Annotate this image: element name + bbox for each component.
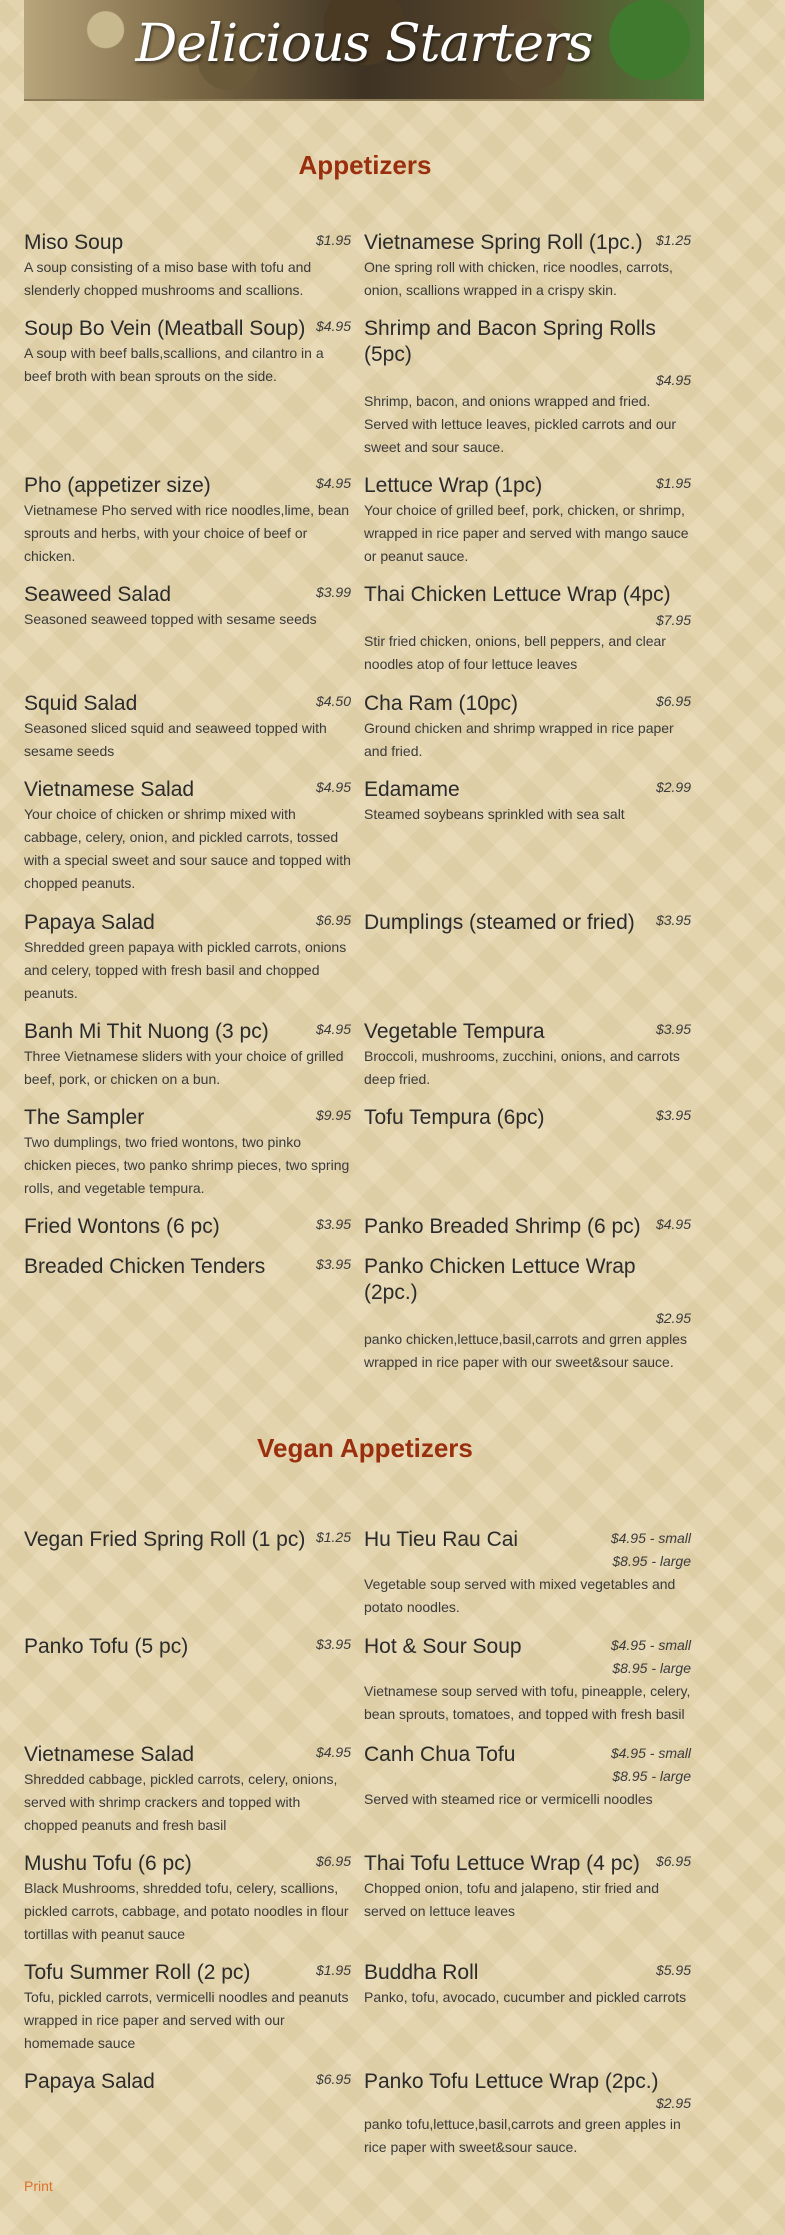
item-name: Banh Mi Thit Nuong (3 pc)	[24, 1020, 269, 1043]
menu-item	[364, 1851, 691, 1923]
item-description: Black Mushrooms, shredded tofu, celery, scallions, pickled carrots, cabbage, and potato noodles in flour tortillas with peanut sauce	[24, 1880, 349, 1942]
menu-item	[364, 473, 691, 568]
item-description: Panko, tofu, avocado, cucumber and pickled carrots	[364, 1989, 687, 2005]
item-name: Fried Wontons (6 pc)	[24, 1215, 220, 1238]
item-price-options	[611, 1742, 691, 1788]
menu-item	[364, 1634, 691, 1726]
item-name: Lettuce Wrap (1pc)	[364, 474, 543, 497]
item-description: Seasoned seaweed topped with sesame seeds	[24, 611, 317, 627]
item-description: Your choice of chicken or shrimp mixed with cabbage, celery, onion, and pickled carrots, tossed with a special sweet and sour sauce and topped with chopped peanuts.	[24, 806, 351, 891]
menu-item	[364, 910, 691, 936]
item-description: Broccoli, mushrooms, zucchini, onions, and carrots deep fried.	[364, 1048, 680, 1087]
item-name: Shrimp and Bacon Spring Rolls (5pc)	[364, 317, 656, 366]
item-description: Stir fried chicken, onions, bell peppers, and clear noodles atop of four lettuce leaves	[364, 633, 666, 672]
menu-item	[364, 1214, 691, 1240]
item-price: $5.95	[655, 1962, 691, 1978]
menu-item	[24, 1527, 351, 1553]
menu-item	[24, 1254, 351, 1280]
item-name: Vegetable Tempura	[364, 1020, 545, 1043]
menu-item	[24, 473, 351, 568]
item-name: Vietnamese Salad	[24, 778, 195, 801]
item-description: Your choice of grilled beef, pork, chicken, or shrimp, wrapped in rice paper and served with mango sauce or peanut sauce.	[364, 502, 689, 564]
item-price: $6.95	[315, 912, 351, 928]
menu-item	[24, 1851, 351, 1946]
item-description: Vietnamese Pho served with rice noodles,lime, bean sprouts and herbs, with your choice of beef or chicken.	[24, 502, 350, 564]
item-description: Vietnamese soup served with tofu, pineapple, celery, bean sprouts, tomatoes, and topped with fresh basil	[364, 1683, 691, 1722]
item-price-options	[611, 1527, 691, 1573]
item-price-small: $4.95 - small	[610, 1530, 691, 1546]
menu-item	[364, 1960, 691, 2009]
item-name: Vegan Fried Spring Roll (1 pc)	[24, 1528, 306, 1551]
item-price: $1.95	[655, 475, 691, 491]
item-price: $3.95	[655, 912, 691, 928]
item-name: Thai Chicken Lettuce Wrap (4pc)	[364, 583, 671, 606]
item-name: Panko Tofu Lettuce Wrap (2pc.)	[364, 2070, 659, 2093]
menu-item	[24, 1960, 351, 2055]
item-description: Chopped onion, tofu and jalapeno, stir fried and served on lettuce leaves	[364, 1880, 659, 1919]
item-name: Squid Salad	[24, 692, 138, 715]
item-price: $4.95	[315, 1021, 351, 1037]
item-name: Papaya Salad	[24, 2070, 155, 2093]
menu-item	[24, 2069, 351, 2095]
item-description: Served with steamed rice or vermicelli noodles	[364, 1791, 653, 1807]
menu-item	[24, 1105, 351, 1200]
menu-item	[364, 230, 691, 302]
item-price: $6.95	[655, 1853, 691, 1869]
item-price: $6.95	[315, 2071, 351, 2087]
item-description: Shredded cabbage, pickled carrots, celery, onions, served with shrimp crackers and topped with chopped peanuts and fresh basil	[24, 1771, 338, 1833]
menu-item	[24, 316, 351, 388]
section-title-appetizers: Appetizers	[298, 150, 432, 180]
item-price: $1.25	[655, 232, 691, 248]
item-name: Vietnamese Salad	[24, 1743, 195, 1766]
item-description: Shredded green papaya with pickled carrots, onions and celery, topped with fresh basil and chopped peanuts.	[24, 939, 347, 1001]
item-price: $4.95	[315, 475, 351, 491]
item-name: Tofu Tempura (6pc)	[364, 1106, 545, 1129]
item-price-small: $4.95 - small	[610, 1637, 691, 1653]
item-name: Panko Tofu (5 pc)	[24, 1635, 189, 1658]
item-description: A soup with beef balls,scallions, and cilantro in a beef broth with bean sprouts on the side.	[24, 345, 324, 384]
item-name: Hot & Sour Soup	[364, 1635, 522, 1658]
item-description: Steamed soybeans sprinkled with sea salt	[364, 806, 625, 822]
item-name: Papaya Salad	[24, 911, 155, 934]
menu-item	[364, 1254, 691, 1374]
menu-item	[24, 1214, 351, 1240]
menu-item	[364, 1742, 691, 1811]
item-price-options	[611, 1634, 691, 1680]
item-price: $2.95	[655, 2095, 691, 2111]
menu-item	[24, 910, 351, 1005]
item-name: Thai Tofu Lettuce Wrap (4 pc)	[364, 1852, 640, 1875]
menu-item	[364, 1105, 691, 1131]
item-description: Shrimp, bacon, and onions wrapped and fried. Served with lettuce leaves, pickled carrots and our sweet and sour sauce.	[364, 393, 677, 455]
item-price-large: $8.95 - large	[612, 1768, 691, 1784]
menu-item	[24, 1019, 351, 1091]
item-name: Seaweed Salad	[24, 583, 172, 606]
item-name: Dumplings (steamed or fried)	[364, 911, 635, 934]
print-link[interactable]: Print	[24, 2178, 53, 2194]
item-price: $4.95	[655, 1216, 691, 1232]
item-name: Breaded Chicken Tenders	[24, 1255, 266, 1278]
item-price: $4.95	[655, 372, 691, 388]
item-description: Ground chicken and shrimp wrapped in rice paper and fried.	[364, 720, 674, 759]
menu-item	[24, 582, 351, 631]
item-price: $6.95	[315, 1853, 351, 1869]
item-price-large: $8.95 - large	[612, 1553, 691, 1569]
item-name: Pho (appetizer size)	[24, 474, 211, 497]
item-description: panko tofu,lettuce,basil,carrots and green apples in rice paper with sweet&sour sauce.	[364, 2116, 681, 2155]
item-price: $4.95	[315, 1744, 351, 1760]
section-title-vegan: Vegan Appetizers	[257, 1433, 473, 1463]
item-description: Three Vietnamese sliders with your choice of grilled beef, pork, or chicken on a bun.	[24, 1048, 344, 1087]
item-price: $2.95	[655, 1310, 691, 1326]
item-price: $9.95	[315, 1107, 351, 1123]
item-price: $3.95	[655, 1021, 691, 1037]
item-name: Panko Chicken Lettuce Wrap (2pc.)	[364, 1255, 636, 1304]
menu-item	[24, 777, 351, 895]
item-name: Miso Soup	[24, 231, 124, 254]
item-price-small: $4.95 - small	[610, 1745, 691, 1761]
item-description: Tofu, pickled carrots, vermicelli noodles and peanuts wrapped in rice paper and served with our homemade sauce	[24, 1989, 349, 2051]
item-name: The Sampler	[24, 1106, 145, 1129]
item-name: Hu Tieu Rau Cai	[364, 1528, 519, 1551]
item-price: $3.95	[315, 1216, 351, 1232]
menu-item	[364, 777, 691, 826]
menu-item	[24, 691, 351, 763]
item-description: Vegetable soup served with mixed vegetables and potato noodles.	[364, 1576, 676, 1615]
item-description: panko chicken,lettuce,basil,carrots and grren apples wrapped in rice paper with our sweet&sour sauce.	[364, 1331, 687, 1370]
item-name: Buddha Roll	[364, 1961, 479, 1984]
item-name: Panko Breaded Shrimp (6 pc)	[364, 1215, 641, 1238]
item-price: $4.95	[315, 779, 351, 795]
item-price: $2.99	[655, 779, 691, 795]
item-price: $1.25	[315, 1529, 351, 1545]
item-name: Vietnamese Spring Roll (1pc.)	[364, 231, 643, 254]
item-name: Mushu Tofu (6 pc)	[24, 1852, 192, 1875]
item-price: $6.95	[655, 693, 691, 709]
item-price: $3.95	[315, 1636, 351, 1652]
menu-item	[24, 1634, 351, 1660]
menu-item	[364, 316, 691, 459]
banner-image	[24, 0, 704, 101]
item-price: $3.95	[315, 1256, 351, 1272]
item-description: Two dumplings, two fried wontons, two pinko chicken pieces, two panko shrimp pieces, two spring rolls, and vegetable tempura.	[24, 1134, 350, 1196]
item-name: Tofu Summer Roll (2 pc)	[24, 1961, 251, 1984]
item-price: $4.95	[315, 318, 351, 334]
menu-item	[364, 582, 691, 676]
item-description: A soup consisting of a miso base with tofu and slenderly chopped mushrooms and scallions.	[24, 259, 312, 298]
item-price-large: $8.95 - large	[612, 1660, 691, 1676]
menu-item	[24, 1742, 351, 1837]
item-name: Canh Chua Tofu	[364, 1743, 516, 1766]
item-price: $4.50	[315, 693, 351, 709]
menu-item	[364, 1527, 691, 1619]
item-price: $1.95	[315, 1962, 351, 1978]
item-name: Cha Ram (10pc)	[364, 692, 519, 715]
item-description: One spring roll with chicken, rice noodles, carrots, onion, scallions wrapped in a crispy skin.	[364, 259, 673, 298]
item-price: $3.95	[655, 1107, 691, 1123]
menu-item	[364, 691, 691, 763]
menu-item	[24, 230, 351, 302]
item-price: $7.95	[655, 612, 691, 628]
menu-item	[364, 1019, 691, 1091]
menu-item	[364, 2069, 691, 2159]
item-name: Soup Bo Vein (Meatball Soup)	[24, 317, 306, 340]
item-description: Seasoned sliced squid and seaweed topped with sesame seeds	[24, 720, 327, 759]
item-price: $3.99	[315, 584, 351, 600]
banner-title: Delicious Starters	[135, 14, 593, 74]
item-name: Edamame	[364, 778, 460, 801]
item-price: $1.95	[315, 232, 351, 248]
